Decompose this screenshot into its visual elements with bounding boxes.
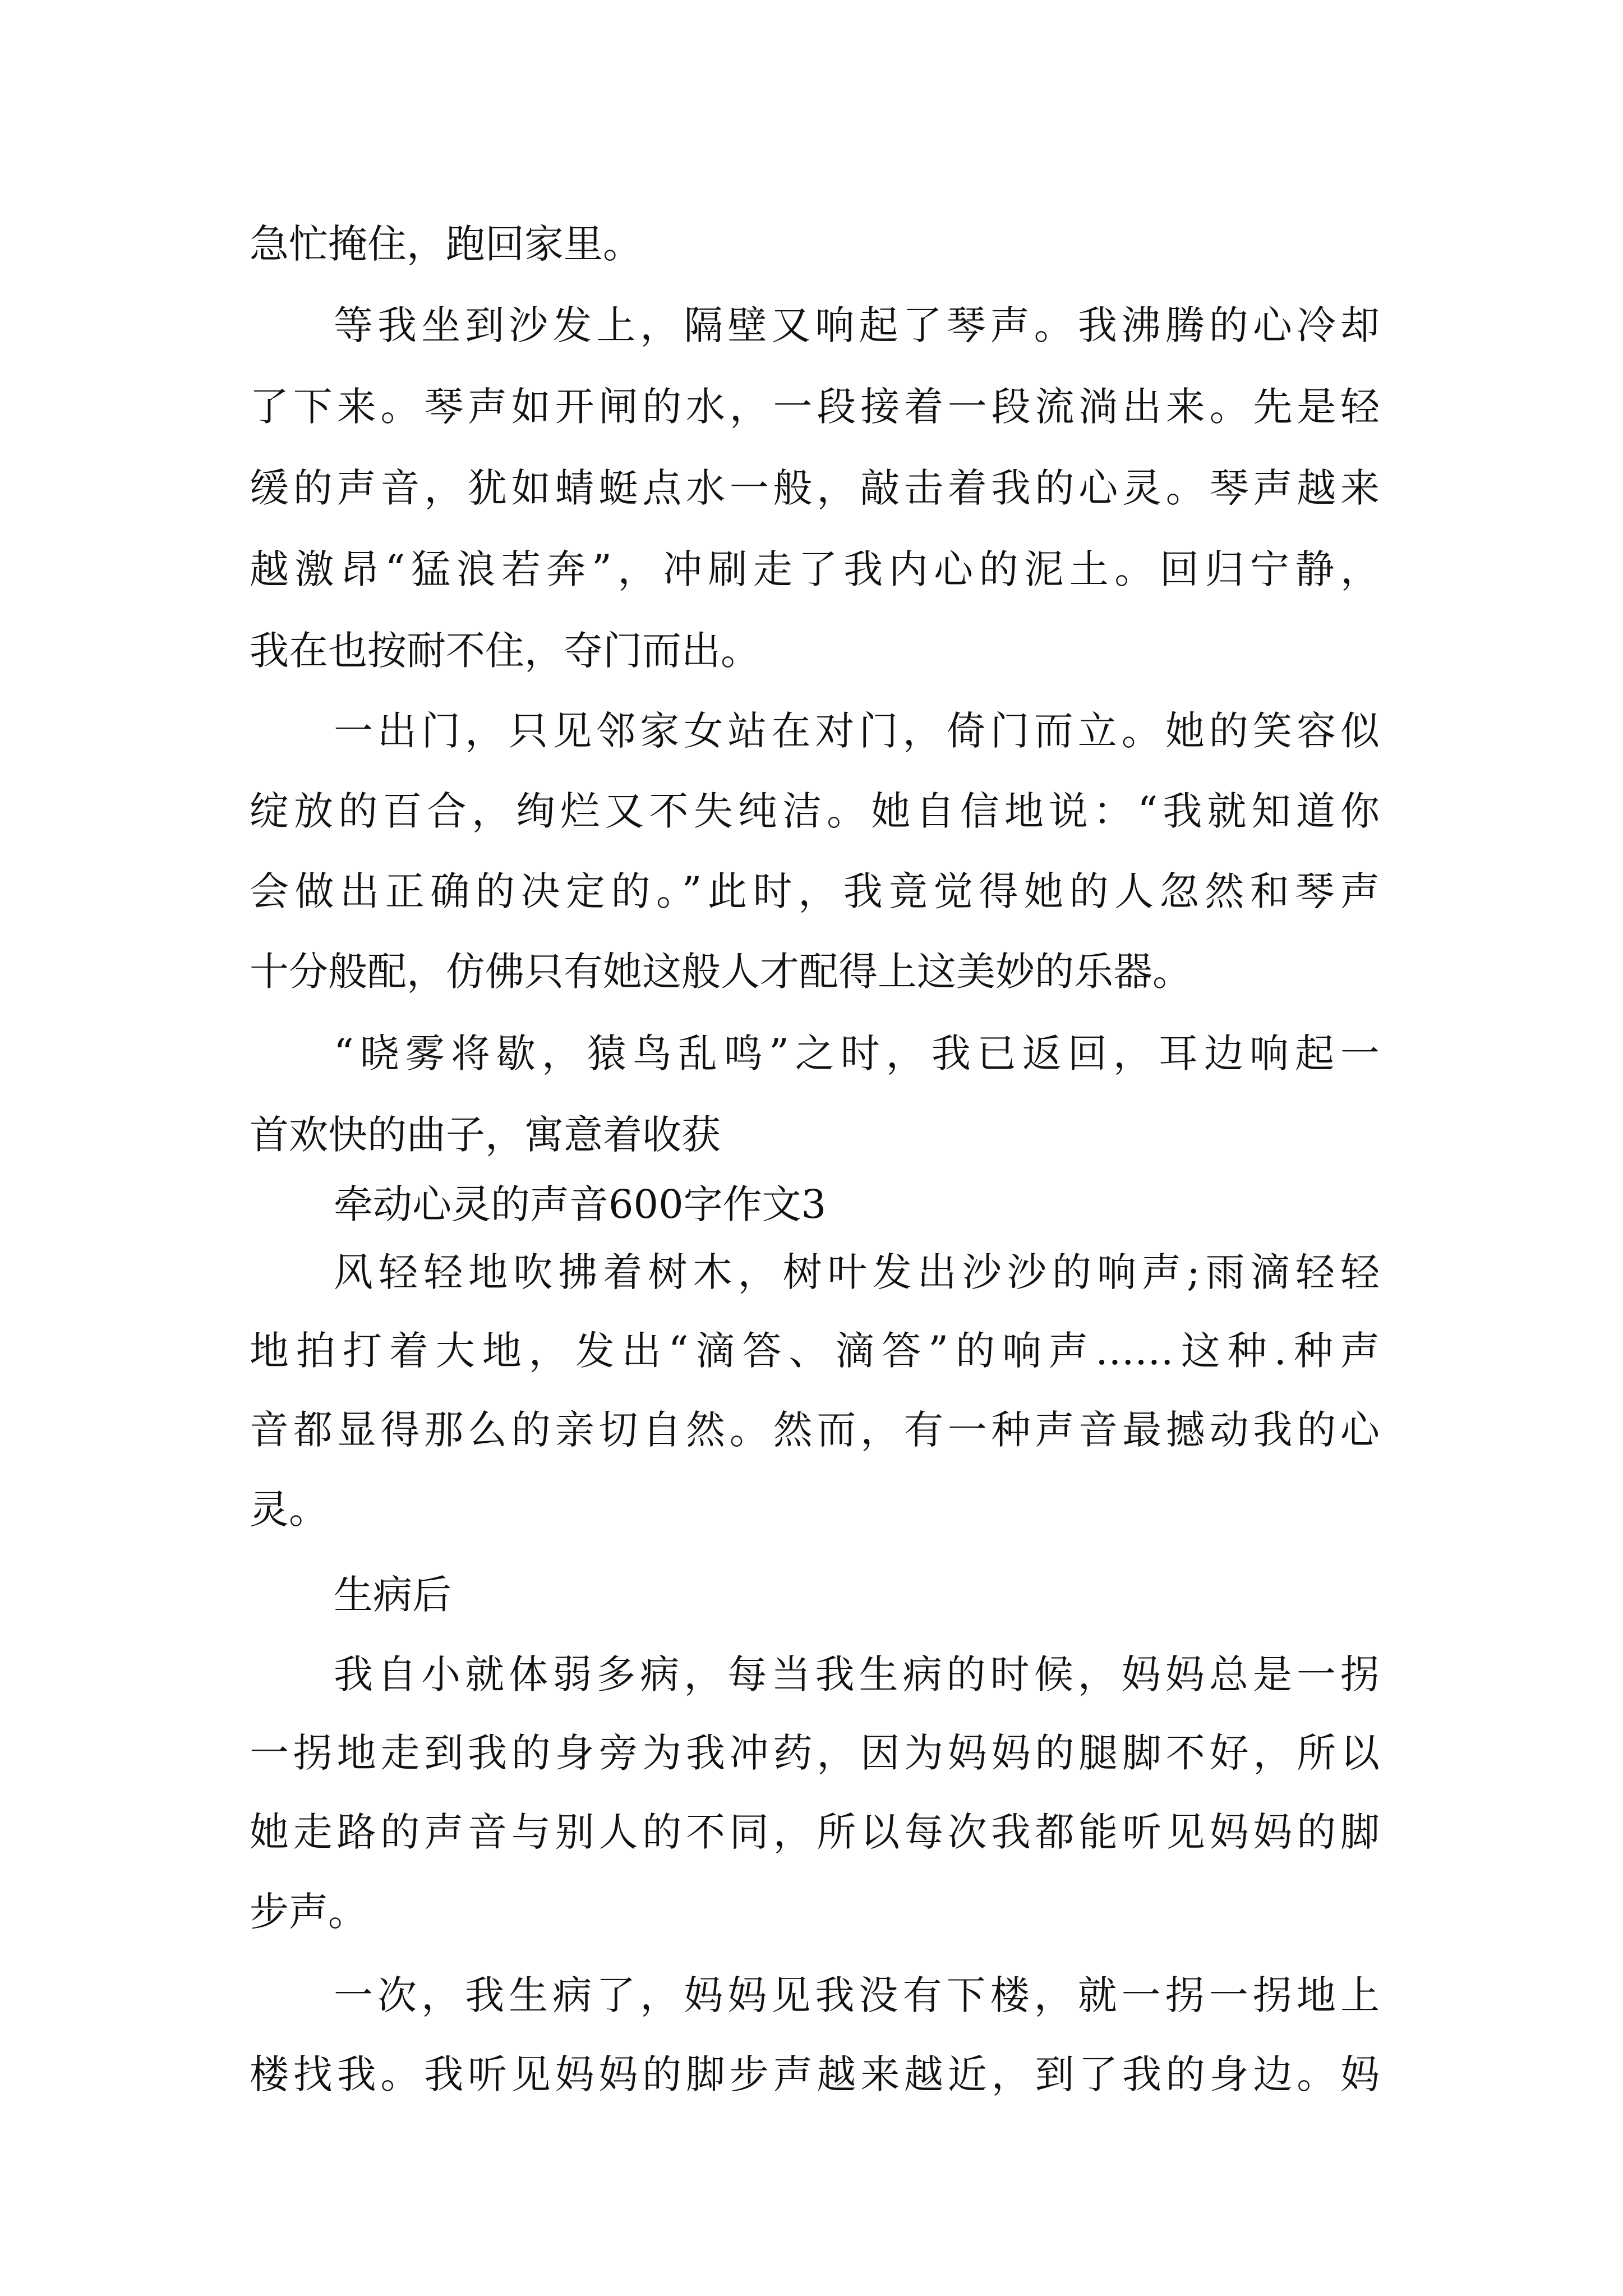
text-line: 绽放的百合，绚烂又不失纯洁。她自信地说：“我就知道你 xyxy=(250,788,1380,834)
text-line: 我在也按耐不住，夺门而出。 xyxy=(250,628,760,674)
section-heading: 牵动心灵的声音600字作文3 xyxy=(334,1181,827,1227)
text-line: 音都显得那么的亲切自然。然而，有一种声音最撼动我的心 xyxy=(250,1407,1380,1453)
text-line: 急忙掩住，跑回家里。 xyxy=(250,221,642,267)
subheading: 生病后 xyxy=(334,1572,451,1618)
paragraph-first-line: 我自小就体弱多病，每当我生病的时候，妈妈总是一拐 xyxy=(334,1651,1380,1697)
text-line: 步声。 xyxy=(250,1889,367,1935)
paragraph-first-line: 等我坐到沙发上，隔壁又响起了琴声。我沸腾的心冷却 xyxy=(334,302,1380,348)
paragraph-first-line: “晓雾将歇，猿鸟乱鸣”之时，我已返回，耳边响起一 xyxy=(334,1030,1380,1076)
text-line: 楼找我。我听见妈妈的脚步声越来越近，到了我的身边。妈 xyxy=(250,2051,1380,2097)
paragraph-first-line: 一次，我生病了，妈妈见我没有下楼，就一拐一拐地上 xyxy=(334,1972,1380,2018)
text-line: 一拐地走到我的身旁为我冲药，因为妈妈的腿脚不好，所以 xyxy=(250,1730,1380,1776)
text-line: 她走路的声音与别人的不同，所以每次我都能听见妈妈的脚 xyxy=(250,1809,1380,1855)
text-line: 十分般配，仿佛只有她这般人才配得上这美妙的乐器。 xyxy=(250,949,1192,995)
text-line: 缓的声音，犹如蜻蜓点水一般，敲击着我的心灵。琴声越来 xyxy=(250,465,1380,511)
text-line: 首欢快的曲子，寓意着收获 xyxy=(250,1112,721,1158)
text-line: 会做出正确的决定的。”此时，我竟觉得她的人忽然和琴声 xyxy=(250,868,1380,914)
paragraph-first-line: 一出门，只见邻家女站在对门，倚门而立。她的笑容似 xyxy=(334,708,1380,754)
text-line: 灵。 xyxy=(250,1487,328,1533)
text-line: 地拍打着大地，发出“滴答、滴答”的响声……这种.种声 xyxy=(250,1328,1380,1374)
text-line: 了下来。琴声如开闸的水，一段接着一段流淌出来。先是轻 xyxy=(250,384,1380,430)
text-line: 越激昂“猛浪若奔”，冲刷走了我内心的泥土。回归宁静， xyxy=(250,546,1380,592)
paragraph-first-line: 风轻轻地吹拂着树木，树叶发出沙沙的响声;雨滴轻轻 xyxy=(334,1249,1380,1295)
